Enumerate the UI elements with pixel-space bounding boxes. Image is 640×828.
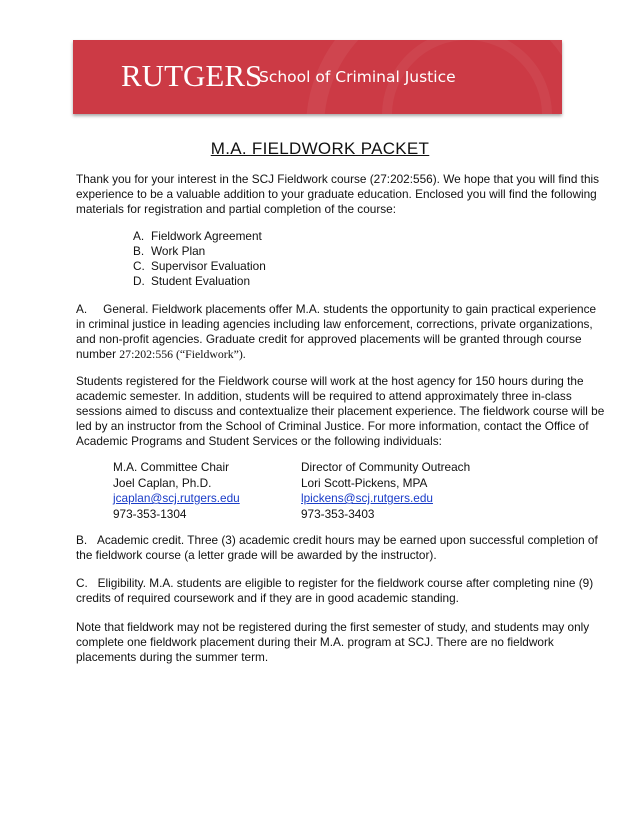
contact-role: Director of Community Outreach [301, 460, 471, 474]
materials-list [133, 229, 266, 289]
header-banner [73, 40, 562, 114]
section-academic-credit [76, 533, 606, 563]
intro-paragraph: Thank you for your interest in the SCJ Fieldwork course (27:202:556). We hope that you will find this experience to be a valuable addition to your graduate education. Enclosed you will find the following materials for registration and partial completion of the course: [76, 172, 600, 216]
section-heading: Academic credit [97, 533, 181, 547]
list-item [133, 274, 266, 289]
contact-name: Joel Caplan, Ph.D. [113, 475, 212, 490]
section-text: . Fieldwork placements offer M.A. students the opportunity to gain practical experience in criminal justice in leading agencies including law enforcement, corrections, private organizations, and non-profit agencies. Graduate credit for approved placements will be granted through course number [76, 302, 597, 361]
list-item [133, 259, 266, 274]
section-heading: General [103, 302, 146, 316]
brand-logo: RUTGERS [121, 58, 263, 93]
page-title: M.A. FIELDWORK PACKET [210, 139, 430, 158]
contact-name: Lori Scott-Pickens, MPA [301, 475, 428, 490]
list-label: Fieldwork Agreement [151, 229, 262, 243]
section-heading: Eligibility [97, 576, 143, 590]
contact-role: M.A. Committee Chair [113, 460, 230, 474]
section-text: . M.A. students are eligible to register for the fieldwork course after completing nine (9) credits of required coursework and if they are in good academic standing. [76, 576, 594, 605]
list-letter: A. [133, 229, 145, 243]
note-paragraph: Note that fieldwork may not be registered during the first semester of study, and students may only complete one fieldwork placement during their M.A. program at SCJ. There are no fieldwork placements during the summer term. [76, 620, 590, 664]
contact-card-director [301, 460, 470, 522]
list-item [133, 229, 266, 244]
section-eligibility [76, 576, 606, 606]
section-letter: C. [76, 576, 88, 590]
list-label: Student Evaluation [151, 274, 251, 288]
section-letter: B. [76, 533, 88, 547]
school-name: School of Criminal Justice [259, 68, 456, 86]
list-label: Work Plan [151, 244, 206, 258]
contact-email-link[interactable]: jcaplan@scj.rutgers.edu [113, 491, 240, 505]
list-letter: B. [133, 244, 145, 258]
list-letter: C. [133, 259, 145, 273]
course-reference: 27:202:556 (“Fieldwork”). [119, 347, 246, 361]
list-letter: D. [133, 274, 145, 288]
section-text: . Three (3) academic credit hours may be earned upon successful completion of the fieldwork course (a letter grade will be awarded by the instructor). [76, 533, 598, 562]
contact-card-chair [113, 460, 240, 522]
contact-phone: 973-353-3403 [301, 506, 375, 521]
section-letter: A. [76, 302, 88, 316]
contact-email-link[interactable]: lpickens@scj.rutgers.edu [301, 491, 433, 505]
list-label: Supervisor Evaluation [151, 259, 266, 273]
students-paragraph: Students registered for the Fieldwork course will work at the host agency for 150 hours during the academic semester. In addition, students will be required to attend approximately three in-class sessions aimed to discuss and contextualize their placement experience. The fieldwork course will be led by an instructor from the School of Criminal Justice. For more information, contact the Office of Academic Programs and Student Services or the following individuals: [76, 374, 605, 448]
section-general [76, 302, 606, 362]
list-item [133, 244, 266, 259]
contact-phone: 973-353-1304 [113, 506, 187, 521]
